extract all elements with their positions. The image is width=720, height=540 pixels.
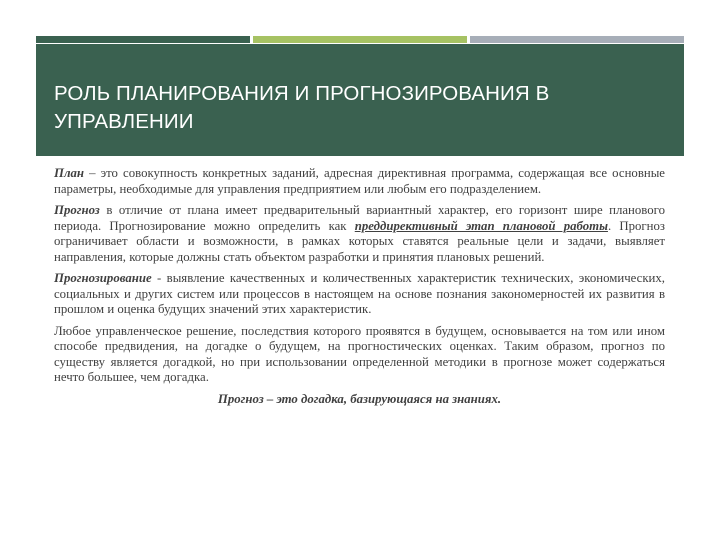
term-forecast: Прогноз <box>54 203 100 217</box>
term-plan: План <box>54 166 85 180</box>
forecasting-definition: - выявление качественных и количественных характеристик технических, экономических, социальных и других систем или процессов в настоящем на основе познания закономерностей их развития в прошлом и оценка будущих значений этих характеристик. <box>54 271 665 316</box>
plan-definition: – это совокупность конкретных заданий, адресная директивная программа, содержащая все основные параметры, необходимые для управления предприятием или любым его подразделением. <box>54 166 665 196</box>
paragraph-conclusion <box>54 392 665 408</box>
slide-body <box>54 166 665 413</box>
paragraph-forecast <box>54 203 665 265</box>
forecast-text-2: . Прогноз ограничивает области и возможности, в рамках которых ставятся реальные цели и задачи, выявляет направления, которые должны стать объектом разработки и принятия плановых решений. <box>54 218 665 264</box>
top-accent-bars <box>36 36 684 43</box>
paragraph-forecasting <box>54 271 665 318</box>
paragraph-decision: Любое управленческое решение, последствия которого проявятся в будущем, основывается на том или ином способе предвидения, на догадке о будущем, на прогностических оценках. Таким образом, прогноз по существу является догадкой, но при использовании определенной методики в прогнозе может содержаться нечто большее, чем догадка. <box>54 323 665 384</box>
accent-bar-dark-green <box>36 36 250 43</box>
forecast-text-1: в отличие от плана имеет предварительный вариантный характер, его горизонт шире планового периода. Прогнозирование можно определить как <box>54 203 665 233</box>
term-forecasting: Прогнозирование <box>54 271 152 285</box>
accent-bar-gray <box>470 36 684 43</box>
slide-title: РОЛЬ ПЛАНИРОВАНИЯ И ПРОГНОЗИРОВАНИЯ В УПРАВЛЕНИИ <box>54 82 550 133</box>
forecast-emphasis: преддирективный этап плановой работы <box>354 218 608 233</box>
conclusion-text: Прогноз – это догадка, базирующаяся на знаниях. <box>217 391 502 406</box>
paragraph-plan <box>54 166 665 197</box>
title-banner <box>36 44 684 156</box>
accent-bar-light-green <box>253 36 467 43</box>
